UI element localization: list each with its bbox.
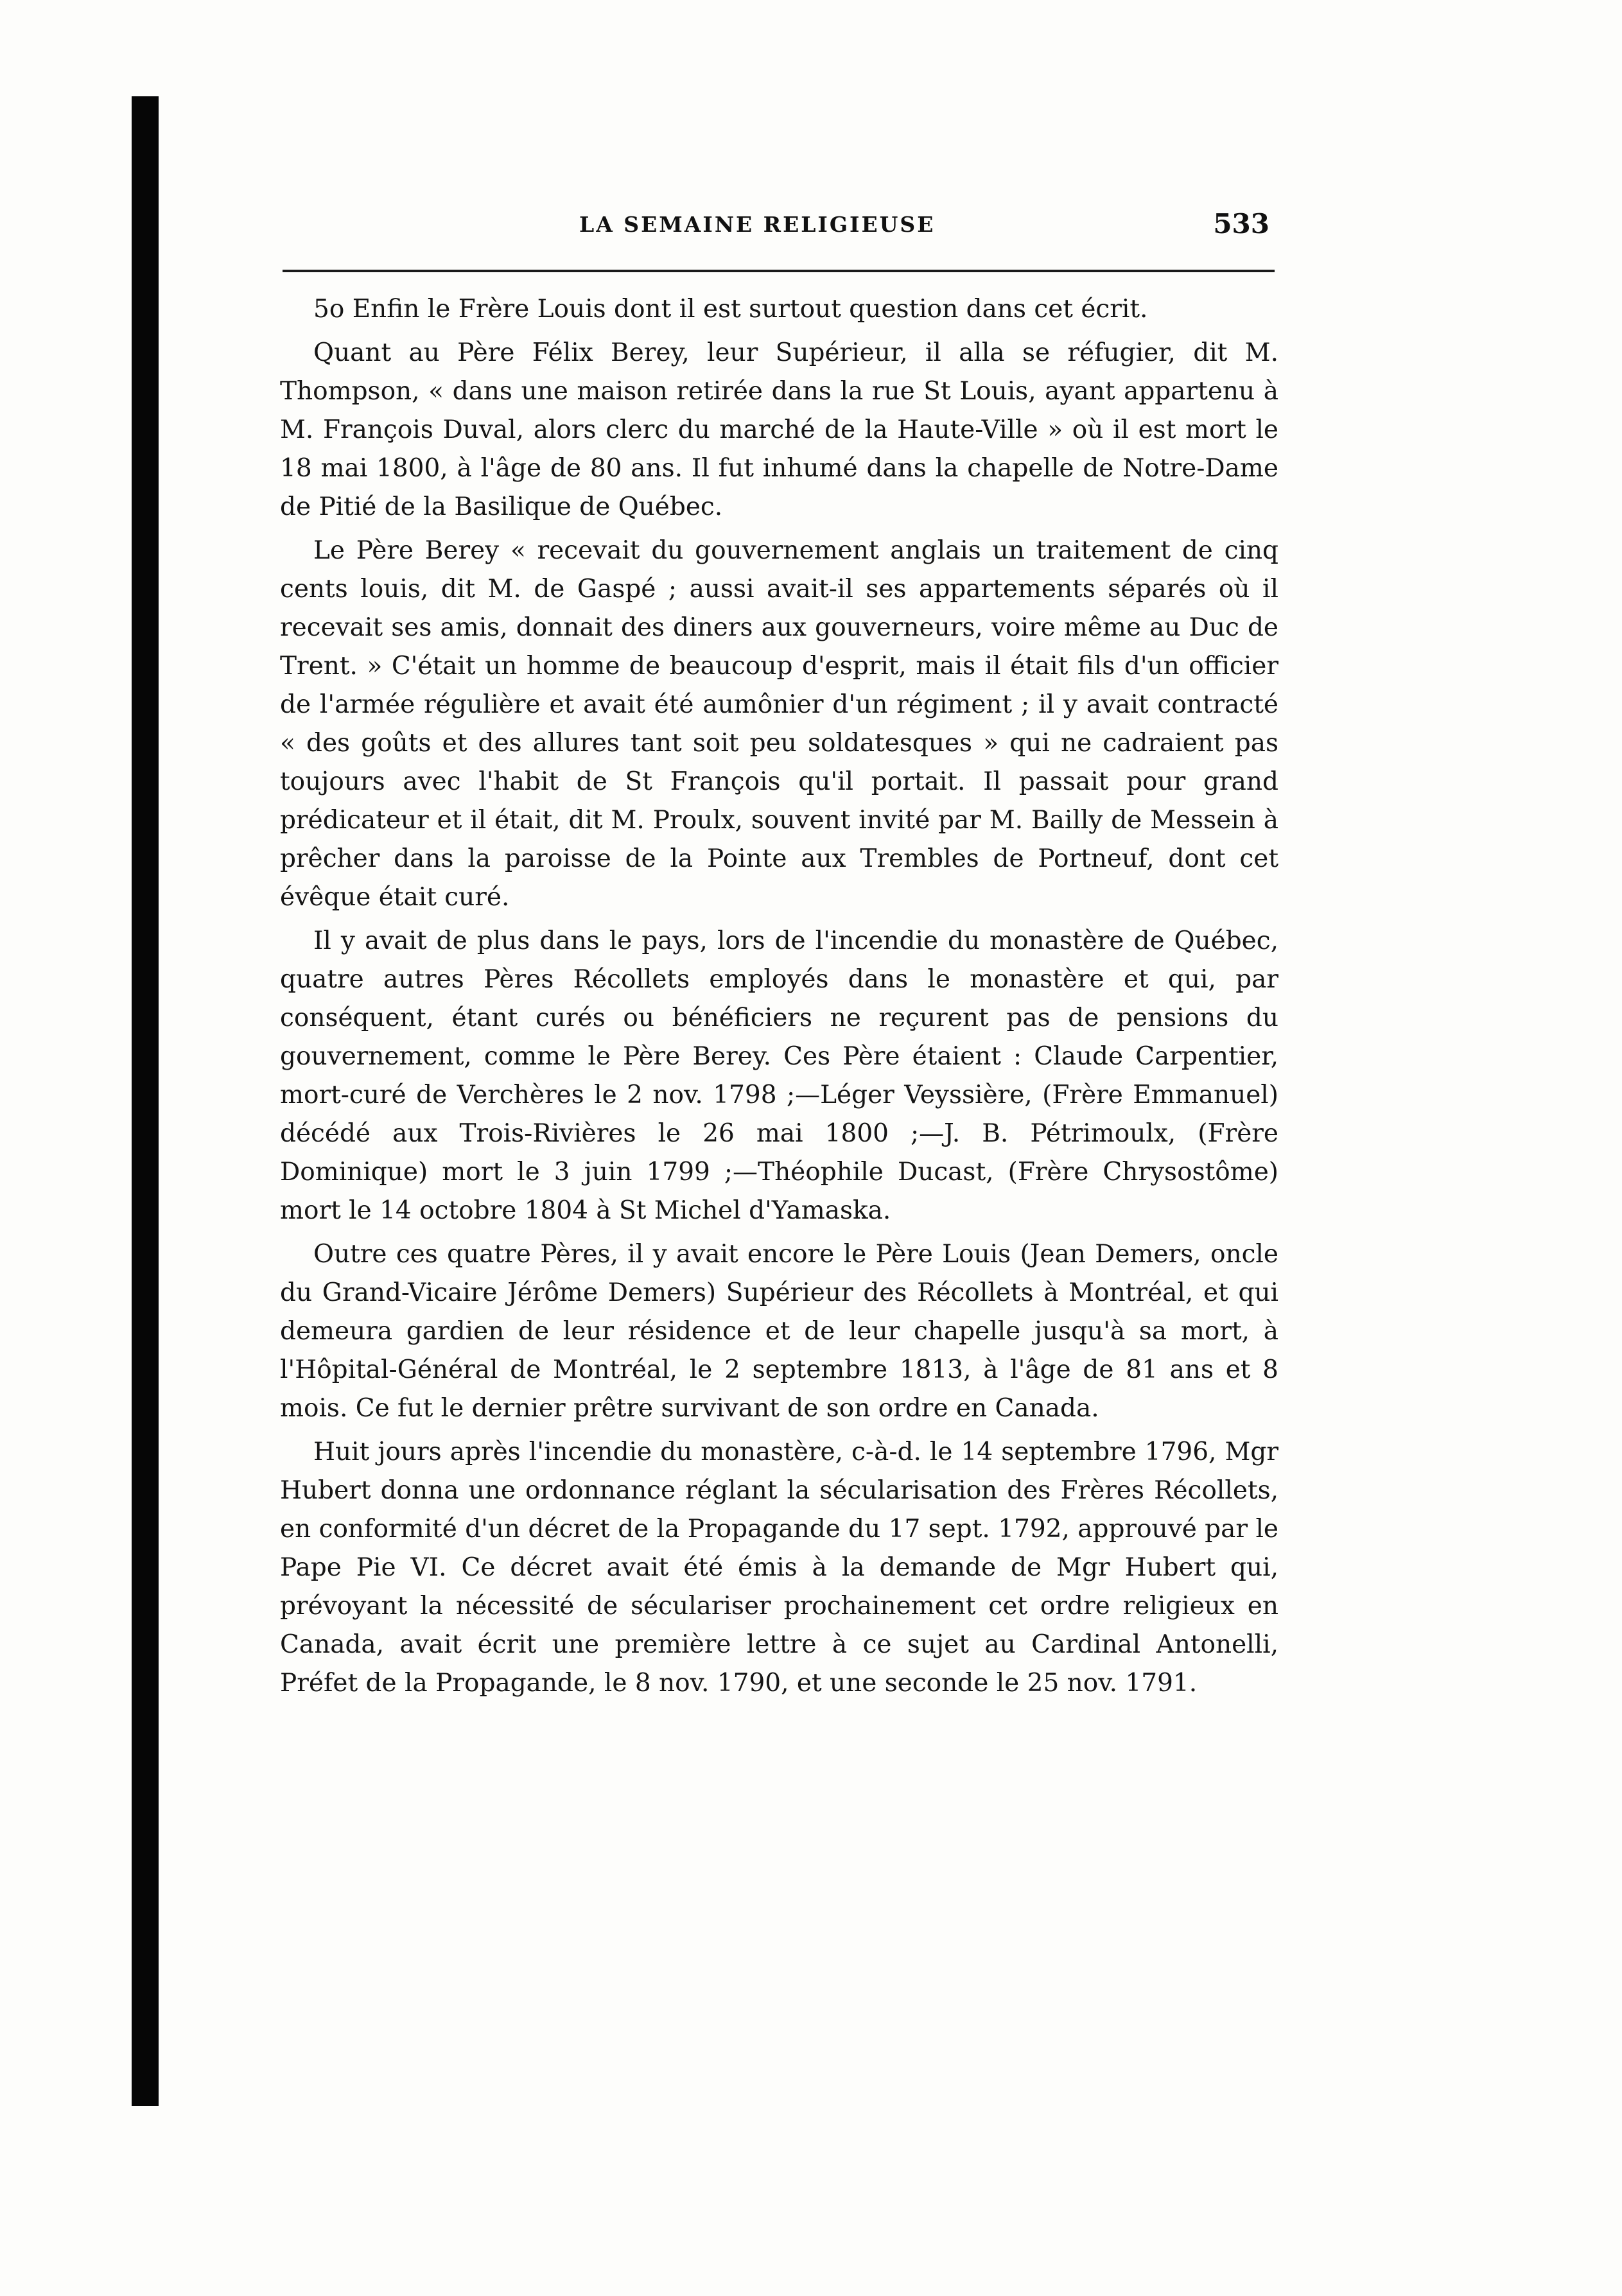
paragraph: Outre ces quatre Pères, il y avait encore le Père Louis (Jean Demers, oncle du Grand-Vicaire Jérôme Demers) Supérieur des Récollets à Montréal, et qui demeura gardien de leur résidence et de leur chapelle jusqu'à sa mort, à l'Hôpital-Général de Montréal, le 2 septembre 1813, à l'âge de 81 ans et 8 mois. Ce fut le dernier prêtre survivant de son ordre en Canada. [280, 1240, 1278, 1423]
page-number: 533 [1213, 208, 1269, 239]
running-title: LA SEMAINE RELIGIEUSE [579, 212, 936, 237]
binding-shadow [132, 96, 159, 2106]
paragraph: 5o Enfin le Frère Louis dont il est surtout question dans cet écrit. [313, 295, 1148, 324]
header-rule [283, 270, 1275, 272]
paragraph: Quant au Père Félix Berey, leur Supérieur, il alla se réfugier, dit M. Thompson, « dans une maison retirée dans la rue St Louis, ayant appartenu à M. François Duval, alors clerc du marché de la Haute-Ville » où il est mort le 18 mai 1800, à l'âge de 80 ans. Il fut inhumé dans la chapelle de Notre-Dame de Pitié de la Basilique de Québec. [280, 338, 1278, 521]
paragraph: Il y avait de plus dans le pays, lors de l'incendie du monastère de Québec, quatre autres Pères Récollets employés dans le monastère et qui, par conséquent, étant curés ou bénéficiers ne reçurent pas de pensions du gouvernement, comme le Père Berey. Ces Père étaient : Claude Carpentier, mort-curé de Verchères le 2 nov. 1798 ;—Léger Veyssière, (Frère Emmanuel) décédé aux Trois-Rivières le 26 mai 1800 ;—J. B. Pétrimoulx, (Frère Dominique) mort le 3 juin 1799 ;—Théophile Ducast, (Frère Chrysostôme) mort le 14 octobre 1804 à St Michel d'Yamaska. [280, 926, 1278, 1225]
body-text [280, 290, 1278, 1708]
paragraph: Le Père Berey « recevait du gouvernement anglais un traitement de cinq cents louis, dit M. de Gaspé ; aussi avait-il ses appartements séparés où il recevait ses amis, donnait des diners aux gouverneurs, voire même au Duc de Trent. » C'était un homme de beaucoup d'esprit, mais il était fils d'un officier de l'armée régulière et avait été aumônier d'un régiment ; il y avait contracté « des goûts et des allures tant soit peu soldatesques » qui ne cadraient pas toujours avec l'habit de St François qu'il portait. Il passait pour grand prédicateur et il était, dit M. Proulx, souvent invité par M. Bailly de Messein à prêcher dans la paroisse de la Pointe aux Trembles de Portneuf, dont cet évêque était curé. [280, 536, 1278, 912]
page-header [277, 204, 1276, 256]
paragraph: Huit jours après l'incendie du monastère, c-à-d. le 14 septembre 1796, Mgr Hubert donna une ordonnance réglant la sécularisation des Frères Récollets, en conformité d'un décret de la Propagande du 17 sept. 1792, approuvé par le Pape Pie VI. Ce décret avait été émis à la demande de Mgr Hubert qui, prévoyant la nécessité de séculariser prochainement cet ordre religieux en Canada, avait écrit une première lettre à ce sujet au Cardinal Antonelli, Préfet de la Propagande, le 8 nov. 1790, et une seconde le 25 nov. 1791. [280, 1438, 1278, 1698]
